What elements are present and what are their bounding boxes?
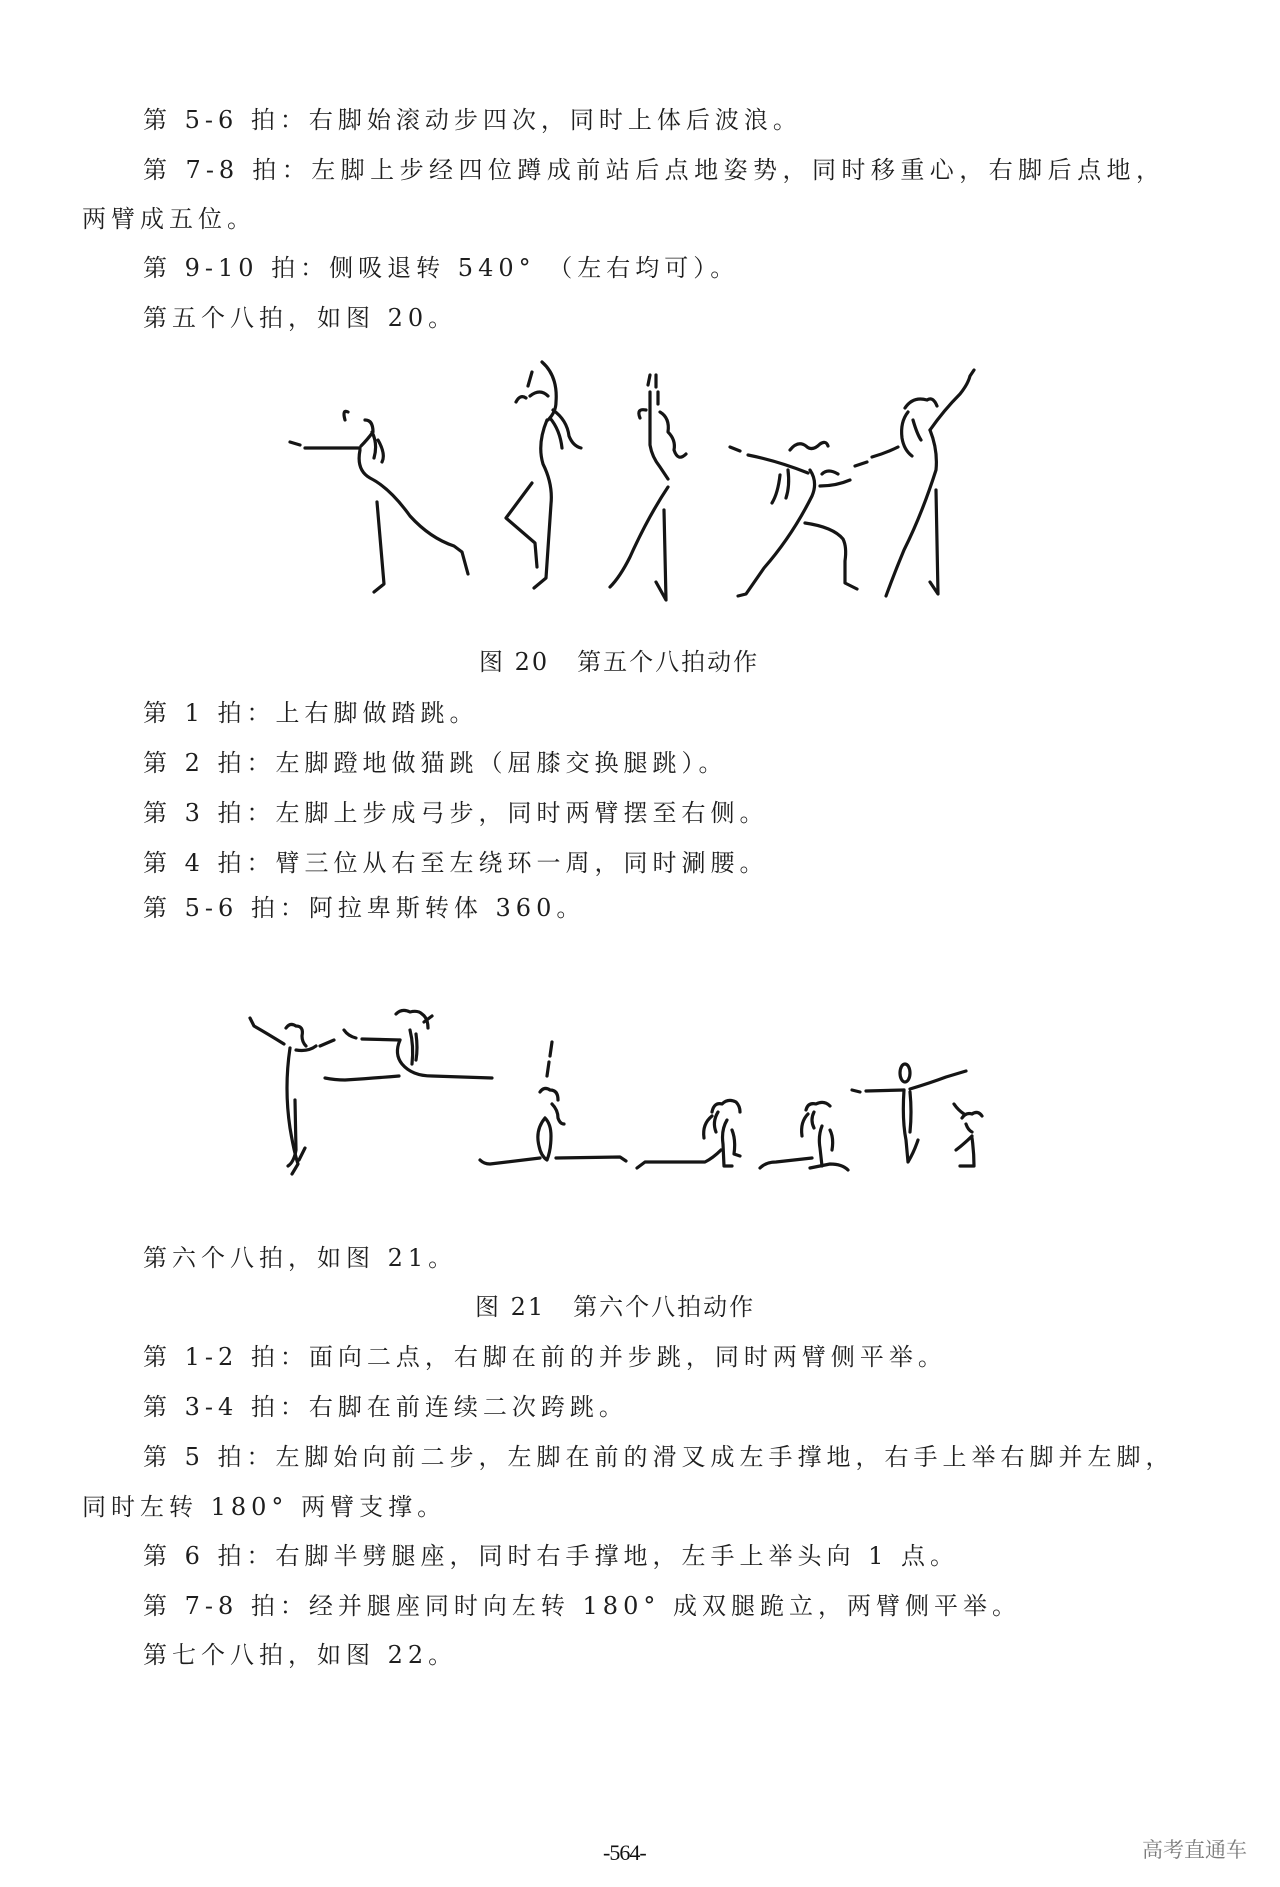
paragraph-beat-5-6-alps-turn: 第 5-6 拍：阿拉卑斯转体 360。 (143, 894, 586, 922)
figure-21-illustration (240, 1000, 1000, 1185)
paragraph-beat-1-2: 第 1-2 拍：面向二点，右脚在前的并步跳，同时两臂侧平举。 (143, 1343, 947, 1371)
figure-20-title: 第五个八拍动作 (577, 648, 760, 676)
paragraph-beat-1: 第 1 拍：上右脚做踏跳。 (143, 699, 479, 727)
dancer-1 (290, 411, 468, 592)
paragraph-beat-7-8: 第 7-8 拍：左脚上步经四位蹲成前站后点地姿势，同时移重心，右脚后点地， (143, 156, 1165, 184)
paragraph-fifth-eight-count: 第五个八拍，如图 20。 (143, 304, 458, 332)
paragraph-beat-6: 第 6 拍：右脚半劈腿座，同时右手撑地，左手上举头向 1 点。 (143, 1542, 960, 1570)
paragraph-beat-3: 第 3 拍：左脚上步成弓步，同时两臂摆至右侧。 (143, 799, 769, 827)
paragraph-sixth-eight-count: 第六个八拍，如图 21。 (143, 1244, 458, 1272)
dancer-1 (250, 1018, 334, 1174)
dancer-5 (855, 370, 974, 596)
paragraph-beat-7-8: 第 7-8 拍：经并腿座同时向左转 180° 成双腿跪立，两臂侧平举。 (143, 1592, 1021, 1620)
dancer-figures-icon (240, 1000, 1000, 1185)
dancer-7 (954, 1104, 982, 1166)
paragraph-beat-3-4: 第 3-4 拍：右脚在前连续二次跨跳。 (143, 1393, 628, 1421)
paragraph-beat-4: 第 4 拍：臂三位从右至左绕环一周，同时涮腰。 (143, 849, 769, 877)
paragraph-seventh-eight-count: 第七个八拍，如图 22。 (143, 1641, 458, 1669)
dancer-6 (852, 1064, 966, 1162)
dancer-3 (480, 1042, 626, 1164)
figure-21-title: 第六个八拍动作 (573, 1293, 756, 1321)
dancer-2 (325, 1010, 492, 1080)
watermark: 高考直通车 (1142, 1838, 1247, 1862)
paragraph-beat-2: 第 2 拍：左脚蹬地做猫跳（屈膝交换腿跳）。 (143, 749, 728, 777)
dancer-4 (637, 1100, 740, 1168)
dancer-4 (730, 442, 857, 596)
dancer-figures-icon (280, 350, 1000, 610)
paragraph-beat-5-6: 第 5-6 拍：右脚始滚动步四次，同时上体后波浪。 (143, 106, 802, 134)
dancer-3 (610, 375, 686, 600)
paragraph-beat-5: 第 5 拍：左脚始向前二步，左脚在前的滑叉成左手撑地，右手上举右脚并左脚， (143, 1443, 1175, 1471)
page-number: -564- (603, 1840, 646, 1865)
figure-20-caption (479, 647, 759, 677)
paragraph-beat-9-10: 第 9-10 拍：侧吸退转 540° （左右均可）。 (143, 254, 740, 282)
dancer-5 (760, 1102, 848, 1170)
figure-21-caption (475, 1292, 755, 1322)
figure-20-label: 图 20 (479, 648, 550, 676)
figure-21-label: 图 21 (475, 1293, 546, 1321)
figure-20-illustration (280, 350, 1000, 610)
paragraph-beat-5-continued: 同时左转 180° 两臂支撑。 (82, 1493, 447, 1521)
paragraph-beat-7-8-continued: 两臂成五位。 (82, 205, 256, 233)
dancer-2 (506, 362, 581, 588)
